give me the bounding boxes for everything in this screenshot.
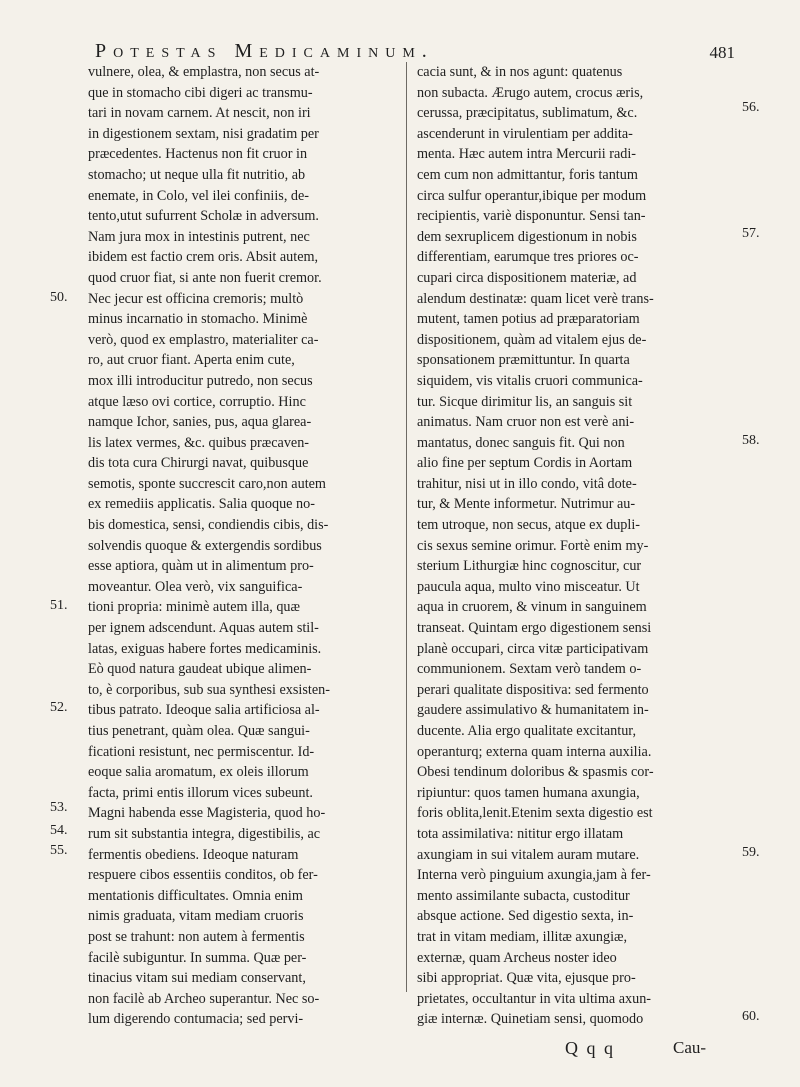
margin-number: 50. <box>50 290 68 305</box>
text-line: perari qualitate dispositiva: sed fermento <box>417 681 649 698</box>
catchword: Cau- <box>673 1038 707 1057</box>
text-line: stomacho; ut neque ulla fit nutritio, ab <box>88 166 306 183</box>
gathering-signature: Q q q <box>565 1038 615 1058</box>
margin-number: 60. <box>742 1009 760 1024</box>
text-line: differentiam, earumque tres priores oc- <box>417 249 639 266</box>
text-line: vulnere, olea, & emplastra, non secus at- <box>88 64 320 80</box>
text-line: paucula aqua, multo vino misceatur. Ut <box>417 578 640 595</box>
text-line: aqua in cruorem, & vinum in sanguinem <box>417 599 647 616</box>
text-line: per ignem adscendunt. Aquas autem stil- <box>88 620 319 637</box>
text-line: lis latex vermes, &c. quibus præcaven- <box>88 434 310 451</box>
text-line: tari in novam carnem. At nescit, non iri <box>88 105 311 122</box>
margin-number: 54. <box>50 823 68 838</box>
text-line: Interna verò pinguium axungia,jam à fer- <box>417 867 651 884</box>
text-line: ibidem est factio crem oris. Absit autem, <box>88 249 319 266</box>
text-line: gaudere assimulativo & humanitatem in- <box>417 702 649 719</box>
text-line: sponsationem præmittuntur. In quarta <box>417 352 630 369</box>
margin-number: 58. <box>742 433 760 448</box>
text-line: tota assimilativa: nititur ergo illatam <box>417 825 624 842</box>
text-line: axungiam in sui vitalem auram mutare. <box>417 846 640 863</box>
text-line: ducente. Alia ergo qualitate excitantur, <box>417 723 636 739</box>
text-line: tur. Sicque dirimitur lis, an sanguis sit <box>417 393 633 410</box>
text-line: alio fine per septum Cordis in Aortam <box>417 455 633 472</box>
text-line: lum digerendo contumacia; sed pervi- <box>88 1011 304 1028</box>
text-line: mantatus, donec sanguis fit. Qui non <box>417 434 625 451</box>
text-line: tioni propria: minimè autem illa, quæ <box>88 599 300 616</box>
text-line: namque Ichor, sanies, pus, aqua glarea- <box>88 414 312 431</box>
text-line: ascenderunt in virulentiam per addita- <box>417 125 633 142</box>
text-line: prietates, occultantur in vita ultima axun- <box>417 990 652 1007</box>
margin-number: 56. <box>742 100 760 115</box>
text-line: enemate, in Colo, vel ilei confiniis, de- <box>88 187 310 204</box>
text-line: giæ internæ. Quinetiam sensi, quomodo <box>417 1011 644 1028</box>
text-line: que in stomacho cibi digeri ac transmu- <box>88 84 313 101</box>
text-line: non subacta. Ærugo autem, crocus æris, <box>417 84 644 101</box>
text-line: sterium Lithurgiæ hinc cognoscitur, cur <box>417 558 642 575</box>
margin-number: 57. <box>742 226 760 241</box>
text-line: mentationis difficultates. Omnia enim <box>88 887 303 904</box>
text-line: recipientis, variè disponuntur. Sensi tan- <box>417 208 646 225</box>
text-line: tibus patrato. Ideoque salia artificiosa al- <box>88 702 320 719</box>
text-line: latas, exiguas habere fortes medicaminis. <box>88 640 322 657</box>
text-line: Obesi tendinum doloribus & spasmis cor- <box>417 764 654 781</box>
text-line: mutent, tamen potius ad præparatoriam <box>417 311 640 328</box>
text-line: siquidem, vis vitalis cruori communica- <box>417 372 643 389</box>
text-line: absque actione. Sed digestio sexta, in- <box>417 908 634 925</box>
text-line: nimis graduata, vitam mediam cruoris <box>88 908 304 925</box>
text-line: dem sexruplicem digestionum in nobis <box>417 228 637 245</box>
text-line: dis tota cura Chirurgi navat, quibusque <box>88 455 309 472</box>
text-line: fermentis obediens. Ideoque naturam <box>88 846 299 863</box>
text-line: præcedentes. Hactenus non fit cruor in <box>88 146 308 163</box>
margin-number: 59. <box>742 845 760 860</box>
text-line: planè occupari, circa vitæ participativam <box>417 640 649 657</box>
text-line: animatus. Nam cruor non est verè ani- <box>417 414 635 431</box>
text-line: semotis, sponte succrescit caro,non autem <box>88 475 326 492</box>
text-line: esse aptiora, quàm ut in alimentum pro- <box>88 558 314 575</box>
text-line: verò, quod ex emplastro, materialiter ca- <box>88 331 319 348</box>
text-line: cis sexus semine orimur. Fortè enim my- <box>417 537 649 554</box>
text-line: minus incarnatio in stomacho. Minimè <box>88 311 308 328</box>
text-line: tem utroque, non secus, atque ex dupli- <box>417 517 641 534</box>
text-line: communionem. Sextam verò tandem o- <box>417 661 642 678</box>
text-line: foris oblita,lenit.Etenim sexta digestio est <box>417 805 653 822</box>
text-line: ro, aut cruor fiant. Aperta enim cute, <box>88 352 295 369</box>
text-line: eoque salia aromatum, ex oleis illorum <box>88 764 309 781</box>
text-line: ex remediis applicatis. Salia quoque no- <box>88 496 315 513</box>
text-line: cerussa, præcipitatus, sublimatum, &c. <box>417 105 638 122</box>
page-number: 481 <box>709 43 735 62</box>
text-line: tinacius vitam sui mediam conservant, <box>88 970 306 987</box>
text-line: tur, & Mente informetur. Nutrimur au- <box>417 496 636 513</box>
text-line: cacia sunt, & in nos agunt: quatenus <box>417 64 623 80</box>
margin-number: 55. <box>50 843 68 858</box>
text-line: Eò quod natura gaudeat ubique alimen- <box>88 661 312 678</box>
text-line: ripiuntur: quos tamen humana axungia, <box>417 784 640 801</box>
text-line: mento assimilante subacta, custoditur <box>417 887 630 904</box>
text-line: facta, primi entis illorum vices subeunt. <box>88 784 313 801</box>
text-line: post se trahunt: non autem à fermentis <box>88 928 305 945</box>
text-line: trat in vitam mediam, illitæ axungiæ, <box>417 928 628 945</box>
text-line: non facilè ab Archeo superantur. Nec so- <box>88 990 320 1007</box>
text-line: atque læso ovi cortice, corruptio. Hinc <box>88 393 306 410</box>
margin-number: 52. <box>50 700 68 715</box>
text-line: in digestionem sextam, nisi gradatim per <box>88 125 319 142</box>
text-line: bis domestica, sensi, condiendis cibis, dis- <box>88 517 329 534</box>
margin-number: 51. <box>50 598 68 613</box>
text-line: respuere cibos essentiis conditos, ob fer- <box>88 867 318 884</box>
text-line: cem cum non admittantur, foris tantum <box>417 166 638 183</box>
text-line: rum sit substantia integra, digestibilis, ac <box>88 825 321 842</box>
text-line: mox illi introducitur putredo, non secus <box>88 372 313 389</box>
text-line: circa sulfur operantur,ibique per modum <box>417 187 647 204</box>
text-line: tius penetrant, quàm olea. Quæ sangui- <box>88 723 310 739</box>
text-line: externæ, quam Archeus noster ideo <box>417 949 617 966</box>
text-line: facilè subiguntur. In summa. Quæ per- <box>88 949 307 966</box>
text-line: sibi appropriat. Quæ vita, ejusque pro- <box>417 970 636 987</box>
text-line: solvendis quoque & extergendis sordibus <box>88 537 322 554</box>
text-line: ficationi resistunt, nec permiscentur. Id- <box>88 743 315 760</box>
text-line: to, è corporibus, sub sua synthesi exsisten- <box>88 681 330 698</box>
text-line: Nam jura mox in intestinis putrent, nec <box>88 228 310 245</box>
column-divider <box>406 62 407 992</box>
text-line: trahitur, nisi ut in illo condo, vitâ dote- <box>417 475 637 492</box>
running-title: Potestas Medicaminum. <box>95 40 434 62</box>
text-line: quod cruor fiat, si ante non fuerit cremor. <box>88 269 322 286</box>
text-line: operanturq; externa quam interna auxilia. <box>417 743 652 760</box>
text-line: cupari circa dispositionem materiæ, ad <box>417 269 637 286</box>
text-line: alendum destinatæ: quam licet verè trans- <box>417 290 654 307</box>
text-line: dispositionem, quàm ad vitalem ejus de- <box>417 331 647 348</box>
text-line: moveantur. Olea verò, vix sanguifica- <box>88 578 303 595</box>
text-line: tento,utut sufurrent Scholæ in adversum. <box>88 208 319 225</box>
text-line: Magni habenda esse Magisteria, quod ho- <box>88 805 326 822</box>
text-line: transeat. Quintam ergo digestionem sensi <box>417 620 652 637</box>
text-line: menta. Hæc autem intra Mercurii radi- <box>417 146 637 163</box>
left-text-column <box>88 62 396 1030</box>
margin-number: 53. <box>50 800 68 815</box>
right-text-column <box>417 62 725 1030</box>
text-line: Nec jecur est officina cremoris; multò <box>88 290 304 307</box>
